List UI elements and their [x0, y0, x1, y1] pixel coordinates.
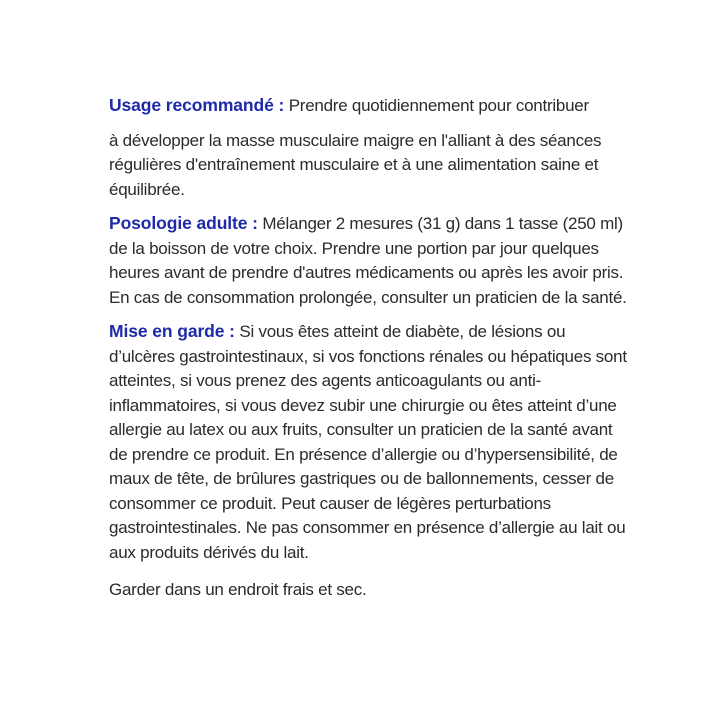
product-label-text — [109, 93, 629, 603]
storage-text: Garder dans un endroit frais et sec. — [109, 580, 367, 599]
warning-body-text: Si vous êtes atteint de diabète, de lésions ou d’ulcères gastrointestinaux, si vos fonctions rénales ou hépatiques sont atteintes, si vous prenez des agents anticoagulants ou anti-inflammatoires, si vous devez subir une chirurgie ou êtes atteint d’une allergie au latex ou aux fruits, consulter un praticien de la santé avant de prendre ce produit. En présence d’allergie ou d’hypersensibilité, de maux de tête, de brûlures gastriques ou de ballonnements, cesser de consommer ce produit. Peut causer de légères perturbations gastrointestinales. Ne pas consommer en présence d’allergie au lait ou aux produits dérivés du lait. — [109, 322, 627, 562]
usage-lead-text: Prendre quotidiennement pour contribuer — [284, 96, 589, 115]
warning-heading: Mise en garde : — [109, 321, 235, 341]
dosage-heading: Posologie adulte : — [109, 213, 258, 233]
dosage-body-text: Mélanger 2 mesures (31 g) dans 1 tasse (250 ml) de la boisson de votre choix. Prendre une portion par jour quelques heures avant de prendre d'autres médicaments ou après les avoir pris. En cas de consommation prolongée, consulter un praticien de la santé. — [109, 214, 627, 307]
usage-section — [109, 93, 629, 119]
usage-body-text: à développer la masse musculaire maigre en l'alliant à des séances régulières d'entraînement musculaire et à une alimentation saine et équilibrée. — [109, 130, 602, 199]
dosage-section — [109, 211, 629, 310]
usage-heading: Usage recommandé : — [109, 95, 285, 115]
warning-section — [109, 319, 629, 565]
